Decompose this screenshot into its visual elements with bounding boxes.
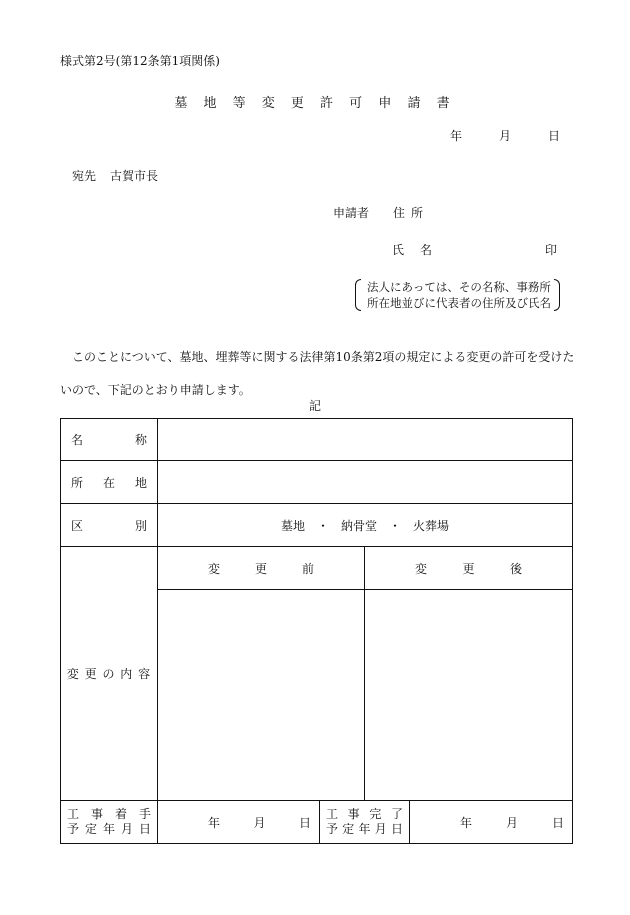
label-char: 地 bbox=[134, 475, 147, 490]
label-char: 月 bbox=[120, 822, 133, 836]
date-month-label: 月 bbox=[498, 129, 511, 143]
label-char: 更 bbox=[254, 561, 267, 576]
date-year-label: 年 bbox=[460, 815, 473, 830]
body-text: このことについて、墓地、埋葬等に関する法律第10条第2項の規定による変更の許可を受けたいので、下記のとおり申請します。 bbox=[60, 350, 575, 397]
addressee-name: 古賀市長 bbox=[110, 169, 159, 183]
date-month-label: 月 bbox=[253, 815, 266, 830]
label-char: 所 bbox=[71, 475, 84, 490]
after-header bbox=[365, 547, 572, 589]
label-char: 予 bbox=[67, 822, 80, 836]
date-day-label: 日 bbox=[298, 815, 311, 830]
addressee bbox=[72, 167, 158, 184]
label-char: 名 bbox=[71, 433, 84, 447]
label-char: 着 bbox=[114, 807, 127, 821]
label-char: 変 bbox=[208, 561, 221, 576]
label-char: 在 bbox=[102, 475, 115, 490]
addressee-label: 宛先 bbox=[72, 169, 97, 183]
bracket-right bbox=[554, 279, 560, 311]
label-char: 事 bbox=[347, 807, 360, 821]
form-id: 様式第2号(第12条第1項関係) bbox=[60, 54, 220, 68]
label-char: 区 bbox=[71, 518, 84, 533]
label-char: 年 bbox=[358, 822, 371, 836]
page-title: 墓 地 等 変 更 許 可 申 請 書 bbox=[174, 96, 456, 111]
location-value-field[interactable] bbox=[158, 461, 572, 503]
date-day-label: 日 bbox=[551, 815, 564, 830]
row-label-category bbox=[61, 504, 157, 546]
name-value-field[interactable] bbox=[158, 419, 572, 460]
label-char: 前 bbox=[301, 561, 314, 576]
label-char: 変 bbox=[415, 561, 428, 576]
label-char: 別 bbox=[134, 518, 147, 533]
label-char: 称 bbox=[134, 433, 147, 447]
label-char: 年 bbox=[102, 822, 115, 836]
corp-note-line-2: 所在地並びに代表者の住所及び氏名 bbox=[367, 296, 551, 310]
label-char: 定 bbox=[84, 822, 97, 836]
name-label: 氏名 bbox=[392, 243, 449, 257]
date-month-label: 月 bbox=[505, 815, 518, 830]
label-char: 定 bbox=[342, 822, 355, 836]
label-char: 更 bbox=[462, 561, 475, 576]
date-year-label: 年 bbox=[208, 815, 221, 830]
label-char: 了 bbox=[390, 807, 403, 821]
application-date bbox=[450, 127, 560, 144]
end-date-field[interactable] bbox=[410, 801, 572, 843]
end-date-label bbox=[320, 801, 409, 843]
bracket-left bbox=[355, 279, 361, 311]
label-char: 日 bbox=[138, 822, 151, 836]
after-value-field[interactable] bbox=[365, 590, 572, 800]
label-char: 手 bbox=[138, 807, 151, 821]
application-table bbox=[60, 418, 573, 844]
start-date-label bbox=[61, 801, 157, 843]
table-border bbox=[60, 843, 573, 844]
label-char: 完 bbox=[369, 807, 382, 821]
label-char: 工 bbox=[326, 807, 339, 821]
table-border bbox=[572, 418, 573, 844]
date-day-label: 日 bbox=[547, 129, 560, 143]
label-char: 予 bbox=[326, 822, 339, 836]
ki-heading: 記 bbox=[308, 399, 321, 413]
date-year-label: 年 bbox=[450, 129, 463, 143]
corp-note-line-1: 法人にあっては、その名称、事務所 bbox=[367, 280, 551, 294]
row-label-location bbox=[61, 461, 157, 503]
before-value-field[interactable] bbox=[158, 590, 364, 800]
label-char: 日 bbox=[390, 822, 403, 836]
label-char: 工 bbox=[67, 807, 80, 821]
applicant-label: 申請者 bbox=[333, 206, 370, 220]
label-char: 事 bbox=[90, 807, 103, 821]
category-options[interactable]: 墓地 ・ 納骨堂 ・ 火葬場 bbox=[280, 518, 449, 533]
label-char: 月 bbox=[374, 822, 387, 836]
seal-mark: 印 bbox=[545, 243, 558, 257]
start-date-field[interactable] bbox=[158, 801, 319, 843]
row-label-change: 変 更 の 内 容 bbox=[66, 667, 152, 681]
address-label: 住所 bbox=[393, 206, 430, 220]
before-header bbox=[158, 547, 364, 589]
label-char: 後 bbox=[509, 561, 522, 576]
row-label-name bbox=[61, 419, 157, 460]
corporation-note bbox=[355, 279, 560, 309]
